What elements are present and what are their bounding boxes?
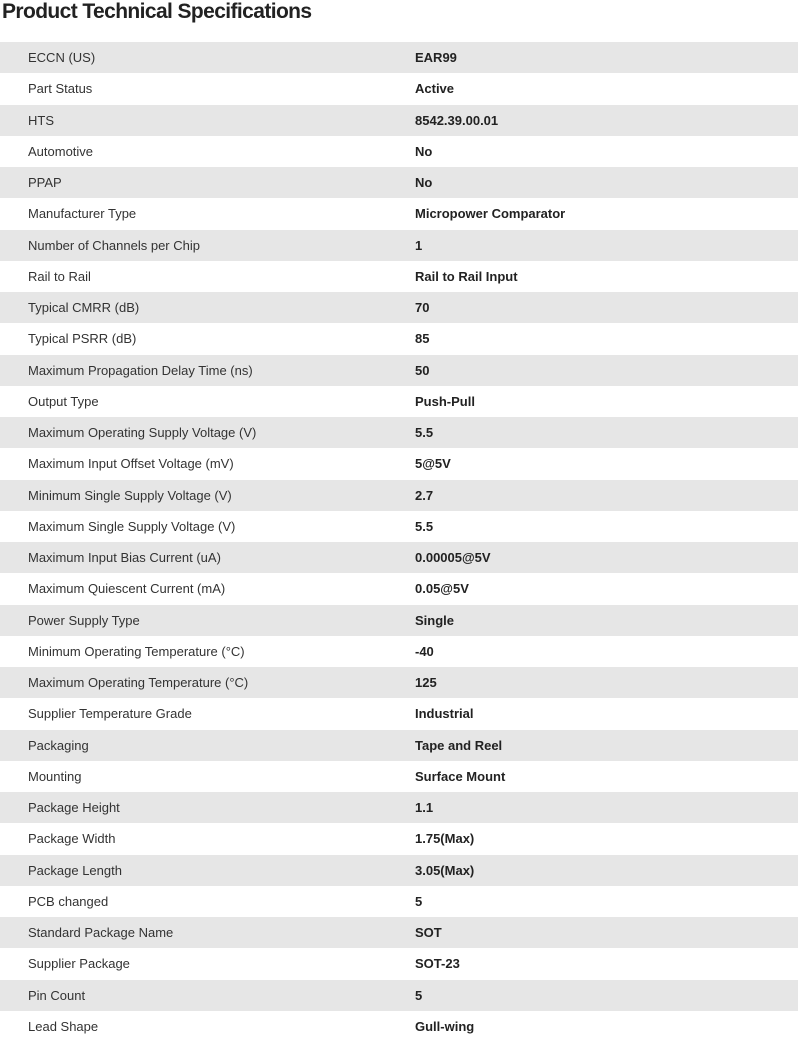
table-row: [0, 605, 798, 636]
spec-value: Industrial: [415, 698, 798, 729]
spec-value: 125: [415, 667, 798, 698]
table-row: [0, 323, 798, 354]
spec-value: Tape and Reel: [415, 730, 798, 761]
spec-label: Automotive: [0, 136, 415, 167]
table-row: [0, 386, 798, 417]
spec-value: 0.05@5V: [415, 573, 798, 604]
spec-value: EAR99: [415, 42, 798, 73]
table-row: [0, 855, 798, 886]
table-row: [0, 105, 798, 136]
spec-value: 5.5: [415, 511, 798, 542]
spec-value: 5: [415, 980, 798, 1011]
spec-label: Maximum Input Offset Voltage (mV): [0, 448, 415, 479]
spec-value: 2.7: [415, 480, 798, 511]
table-row: [0, 636, 798, 667]
table-row: [0, 261, 798, 292]
spec-value: Single: [415, 605, 798, 636]
spec-label: Standard Package Name: [0, 917, 415, 948]
spec-label: Pin Count: [0, 980, 415, 1011]
table-row: [0, 42, 798, 73]
spec-value: 1.75(Max): [415, 823, 798, 854]
spec-value: 1: [415, 230, 798, 261]
spec-label: Maximum Single Supply Voltage (V): [0, 511, 415, 542]
table-row: [0, 511, 798, 542]
spec-label: HTS: [0, 105, 415, 136]
spec-value: 50: [415, 355, 798, 386]
table-row: [0, 730, 798, 761]
spec-table-body: [0, 42, 798, 1042]
spec-value: 8542.39.00.01: [415, 105, 798, 136]
spec-value: SOT-23: [415, 948, 798, 979]
spec-table: [0, 42, 798, 1042]
spec-label: Typical PSRR (dB): [0, 323, 415, 354]
spec-value: Rail to Rail Input: [415, 261, 798, 292]
spec-label: Package Length: [0, 855, 415, 886]
spec-label: PPAP: [0, 167, 415, 198]
spec-label: PCB changed: [0, 886, 415, 917]
table-row: [0, 542, 798, 573]
spec-label: Minimum Single Supply Voltage (V): [0, 480, 415, 511]
spec-value: Surface Mount: [415, 761, 798, 792]
spec-value: 1.1: [415, 792, 798, 823]
spec-value: 5@5V: [415, 448, 798, 479]
spec-value: 5: [415, 886, 798, 917]
table-row: [0, 448, 798, 479]
spec-value: Push-Pull: [415, 386, 798, 417]
spec-label: Output Type: [0, 386, 415, 417]
spec-label: Package Height: [0, 792, 415, 823]
spec-value: 3.05(Max): [415, 855, 798, 886]
table-row: [0, 823, 798, 854]
spec-label: Lead Shape: [0, 1011, 415, 1042]
spec-value: 85: [415, 323, 798, 354]
spec-label: Maximum Input Bias Current (uA): [0, 542, 415, 573]
spec-label: Mounting: [0, 761, 415, 792]
spec-label: Maximum Quiescent Current (mA): [0, 573, 415, 604]
spec-label: Part Status: [0, 73, 415, 104]
table-row: [0, 1011, 798, 1042]
spec-value: Active: [415, 73, 798, 104]
spec-value: No: [415, 167, 798, 198]
spec-value: 0.00005@5V: [415, 542, 798, 573]
table-row: [0, 917, 798, 948]
spec-value: Micropower Comparator: [415, 198, 798, 229]
spec-label: Supplier Package: [0, 948, 415, 979]
spec-label: Maximum Operating Supply Voltage (V): [0, 417, 415, 448]
table-row: [0, 136, 798, 167]
table-row: [0, 886, 798, 917]
table-row: [0, 167, 798, 198]
spec-label: Power Supply Type: [0, 605, 415, 636]
table-row: [0, 198, 798, 229]
table-row: [0, 698, 798, 729]
spec-label: Package Width: [0, 823, 415, 854]
table-row: [0, 417, 798, 448]
spec-value: -40: [415, 636, 798, 667]
spec-label: ECCN (US): [0, 42, 415, 73]
spec-label: Maximum Propagation Delay Time (ns): [0, 355, 415, 386]
table-row: [0, 948, 798, 979]
spec-value: 70: [415, 292, 798, 323]
table-row: [0, 355, 798, 386]
spec-label: Manufacturer Type: [0, 198, 415, 229]
table-row: [0, 292, 798, 323]
spec-label: Number of Channels per Chip: [0, 230, 415, 261]
table-row: [0, 480, 798, 511]
spec-label: Supplier Temperature Grade: [0, 698, 415, 729]
table-row: [0, 230, 798, 261]
spec-label: Rail to Rail: [0, 261, 415, 292]
table-row: [0, 73, 798, 104]
spec-label: Typical CMRR (dB): [0, 292, 415, 323]
spec-label: Packaging: [0, 730, 415, 761]
table-row: [0, 792, 798, 823]
spec-value: SOT: [415, 917, 798, 948]
table-row: [0, 980, 798, 1011]
spec-value: Gull-wing: [415, 1011, 798, 1042]
page-title: Product Technical Specifications: [2, 0, 312, 23]
spec-label: Maximum Operating Temperature (°C): [0, 667, 415, 698]
table-row: [0, 761, 798, 792]
spec-value: No: [415, 136, 798, 167]
spec-value: 5.5: [415, 417, 798, 448]
spec-label: Minimum Operating Temperature (°C): [0, 636, 415, 667]
table-row: [0, 667, 798, 698]
table-row: [0, 573, 798, 604]
